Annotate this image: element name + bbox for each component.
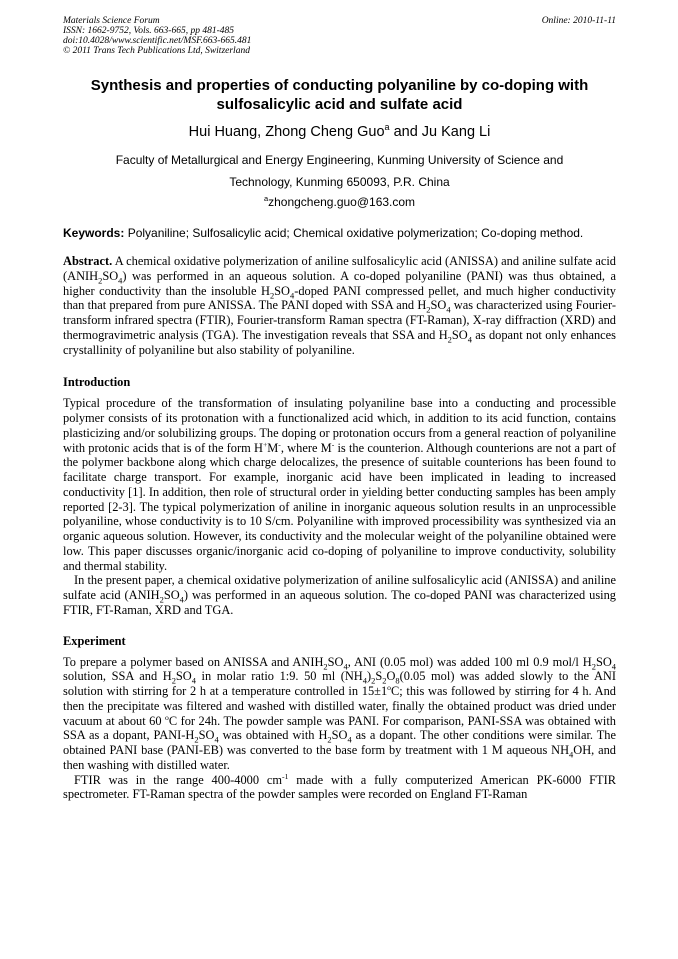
experiment-paragraph-2 xyxy=(63,773,616,803)
subscript: 4 xyxy=(191,675,196,686)
subscript: 2 xyxy=(269,289,275,300)
online-date: Online: 2010-11-11 xyxy=(541,16,616,26)
title-line-2: sulfosalicylic acid and sulfate acid xyxy=(216,96,463,113)
subscript: 4 xyxy=(467,334,472,345)
paragraph-text: , ANI (0.05 mol) was added 100 ml 0.9 mol/l H xyxy=(347,654,592,669)
paragraph-text: O xyxy=(386,669,396,684)
degree-symbol: o xyxy=(387,682,391,692)
paragraph-text: , where M xyxy=(280,440,332,455)
abstract xyxy=(63,254,616,357)
subscript: 4 xyxy=(569,749,574,760)
paragraph-text: as a dopant. The other conditions were similar. The obtained PANI base (PANI-EB) was converted to the base form by treatment with 1 M aqueous NH xyxy=(63,728,616,757)
keywords xyxy=(63,225,616,241)
experiment-paragraph-1 xyxy=(63,655,616,773)
abstract-text: A chemical oxidative polymerization of aniline sulfosalicylic acid (ANISSA) and aniline sulfate acid (ANIH xyxy=(63,254,616,283)
abstract-text: was characterized using Fourier-transform infrared spectra (FTIR), Fourier-transform Raman spectra (FT-Raman), X-ray diffraction (XRD) and thermogravimetric analysis (TGA). The investigation reveals that SSA and H xyxy=(63,298,616,342)
authors-text-end: and Ju Kang Li xyxy=(389,124,491,140)
introduction-paragraph-1 xyxy=(63,396,616,573)
paragraph-text: SO xyxy=(327,654,344,669)
subscript: 2 xyxy=(323,660,328,671)
superscript: + xyxy=(262,439,268,449)
subscript: 2 xyxy=(447,334,452,345)
superscript: - xyxy=(278,439,281,449)
abstract-text: SO xyxy=(451,327,468,342)
subscript: 4 xyxy=(343,660,348,671)
title-line-1: Synthesis and properties of conducting polyaniline by co-doping with xyxy=(90,77,589,94)
experiment-heading: Experiment xyxy=(63,633,126,648)
subscript: 8 xyxy=(395,675,400,686)
paragraph-text: in molar ratio 1:9. 50 ml (NH xyxy=(195,669,363,684)
abstract-text: SO xyxy=(430,298,447,313)
email-address: zhongcheng.guo@163.com xyxy=(268,195,416,209)
introduction-heading: Introduction xyxy=(63,375,131,390)
subscript: 2 xyxy=(159,594,164,605)
paragraph-text: In the present paper, a chemical oxidative polymerization of aniline sulfosalicylic acid (ANISSA) and aniline sulfate acid (ANIH xyxy=(63,573,616,602)
abstract-text: SO xyxy=(274,283,290,298)
paper-page xyxy=(63,16,616,802)
subscript: 2 xyxy=(98,275,103,286)
paragraph-text: ) was performed in an aqueous solution. The co-doped PANI was characterized using FTIR, FT-Raman, XRD and TGA. xyxy=(63,588,616,617)
affiliation-line-2: Technology, Kunming 650093, P.R. China xyxy=(229,175,450,189)
subscript: 4 xyxy=(179,594,184,605)
introduction-paragraph-2 xyxy=(63,573,616,617)
introduction-body xyxy=(63,396,616,617)
paragraph-text: Typical procedure of the transformation of insulating polyaniline base into a conducting and processible polymer consists of its protonation with a functionalized acid which, in addition to its acid function, contains plasticizing and/or solubilizing groups. The doping or protonation occurs from a general reaction of polyaniline with protonic acids that is of the form H xyxy=(63,396,616,455)
paragraph-text: M xyxy=(267,440,279,455)
subscript: 2 xyxy=(327,734,332,745)
degree-symbol: o xyxy=(165,712,169,722)
abstract-label: Abstract. xyxy=(63,254,113,268)
subscript: 2 xyxy=(382,675,387,686)
copyright-line: © 2011 Trans Tech Publications Ltd, Switzerland xyxy=(63,46,250,56)
superscript: -1 xyxy=(282,771,289,781)
paragraph-text: SO xyxy=(331,728,348,743)
affiliation-line-1: Faculty of Metallurgical and Energy Engineering, Kunming University of Science and xyxy=(115,153,564,167)
paragraph-text: OH, and then washing with distilled water. xyxy=(63,743,617,772)
author-affil-mark: a xyxy=(384,122,390,133)
subscript: 4 xyxy=(347,734,352,745)
corresponding-email xyxy=(63,193,616,211)
journal-header xyxy=(63,16,616,56)
subscript: 4 xyxy=(362,675,367,686)
paragraph-text: SO xyxy=(163,588,180,602)
paper-title xyxy=(63,76,616,114)
paragraph-text: was obtained with H xyxy=(218,728,328,743)
subscript: 4 xyxy=(214,734,219,745)
subscript: 4 xyxy=(446,304,451,315)
abstract-text: ) was performed in an aqueous solution. A co-doped polyaniline (PANI) was thus obtained, a higher conductivity than the insoluble H xyxy=(63,268,616,298)
paragraph-text: solution, SSA and H xyxy=(63,669,172,684)
doi-line: doi:10.4028/www.scientific.net/MSF.663-665.481 xyxy=(63,36,252,46)
authors-text: Hui Huang, Zhong Cheng Guo xyxy=(188,124,385,140)
paragraph-text: SO xyxy=(175,669,192,684)
subscript: 4 xyxy=(118,275,123,286)
experiment-body xyxy=(63,655,616,803)
paragraph-text: ) xyxy=(366,669,372,684)
abstract-text: SO xyxy=(102,268,119,283)
paragraph-text: To prepare a polymer based on ANISSA and ANIH xyxy=(63,654,324,669)
paragraph-text: SO xyxy=(198,728,215,743)
issn-line: ISSN: 1662-9752, Vols. 663-665, pp 481-485 xyxy=(63,26,234,36)
affiliation xyxy=(63,149,616,193)
paragraph-text: FTIR was in the range 400-4000 cm xyxy=(74,772,283,787)
journal-name: Materials Science Forum xyxy=(63,16,160,26)
subscript: 2 xyxy=(426,304,431,315)
paragraph-text: (0.05 mol) was added slowly to the ANI solution with stirring for 2 h at a temperature controlled in 15±1 xyxy=(63,669,616,698)
subscript: 2 xyxy=(591,660,596,671)
subscript: 2 xyxy=(194,734,199,745)
paragraph-text: C for 24h. The powder sample was PANI. For comparison, PANI-SSA was obtained with SSA as a dopant, PANI-H xyxy=(63,713,616,743)
subscript: 4 xyxy=(290,289,295,300)
abstract-text: -doped PANI compressed pellet, and much higher conductivity than that prepared from pure ANISSA. The PANI doped with SSA and H xyxy=(63,283,616,313)
paragraph-text: SO xyxy=(595,654,612,669)
subscript: 2 xyxy=(171,675,176,686)
keywords-label: Keywords: xyxy=(63,226,125,240)
keywords-text: Polyaniline; Sulfosalicylic acid; Chemical oxidative polymerization; Co-doping method. xyxy=(124,226,584,240)
superscript: - xyxy=(331,439,335,449)
author-list xyxy=(63,123,616,141)
abstract-text: as dopant not only enhances crystallinity of polyaniline but also stability of polyaniline. xyxy=(63,327,616,357)
paragraph-text: is the counterion. Although counterions are not a part of the polymer backbone along which charge delocalizes, the presence of suitable counterions has been found to facilitate charge transport. For example, inorganic acid have been implicated in leading to increased conductivity [1]. In addition, then role of structural order in yielding better conducting samples has been amply reported [2-3]. The typical polymerization of aniline in inorganic aqueous solution results in an unprocessible polyaniline, whose conductivity is to 10 S/cm. Polyaniline with improved processibility was synthesized via an organic aqueous solution. However, its conductivity and the molecular weight of the polyaniline obtained were low. This paper discusses organic/inorganic acid co-doping of polyaniline to improve conductivity, solubility and thermal stability. xyxy=(63,440,616,573)
email-mark: a xyxy=(263,194,269,203)
subscript: 2 xyxy=(371,675,376,686)
subscript: 4 xyxy=(611,660,616,671)
paragraph-text: made with a fully computerized American PK-6000 FTIR spectrometer. FT-Raman spectra of the powder samples were recorded on England FT-Raman xyxy=(63,772,616,802)
paragraph-text: C; this was followed by stirring for 4 h. And then the precipitate was filtered and washed with distilled water, finally the obtained product was dried under vacuum at about 60 xyxy=(63,684,616,728)
paragraph-text: S xyxy=(375,669,383,684)
